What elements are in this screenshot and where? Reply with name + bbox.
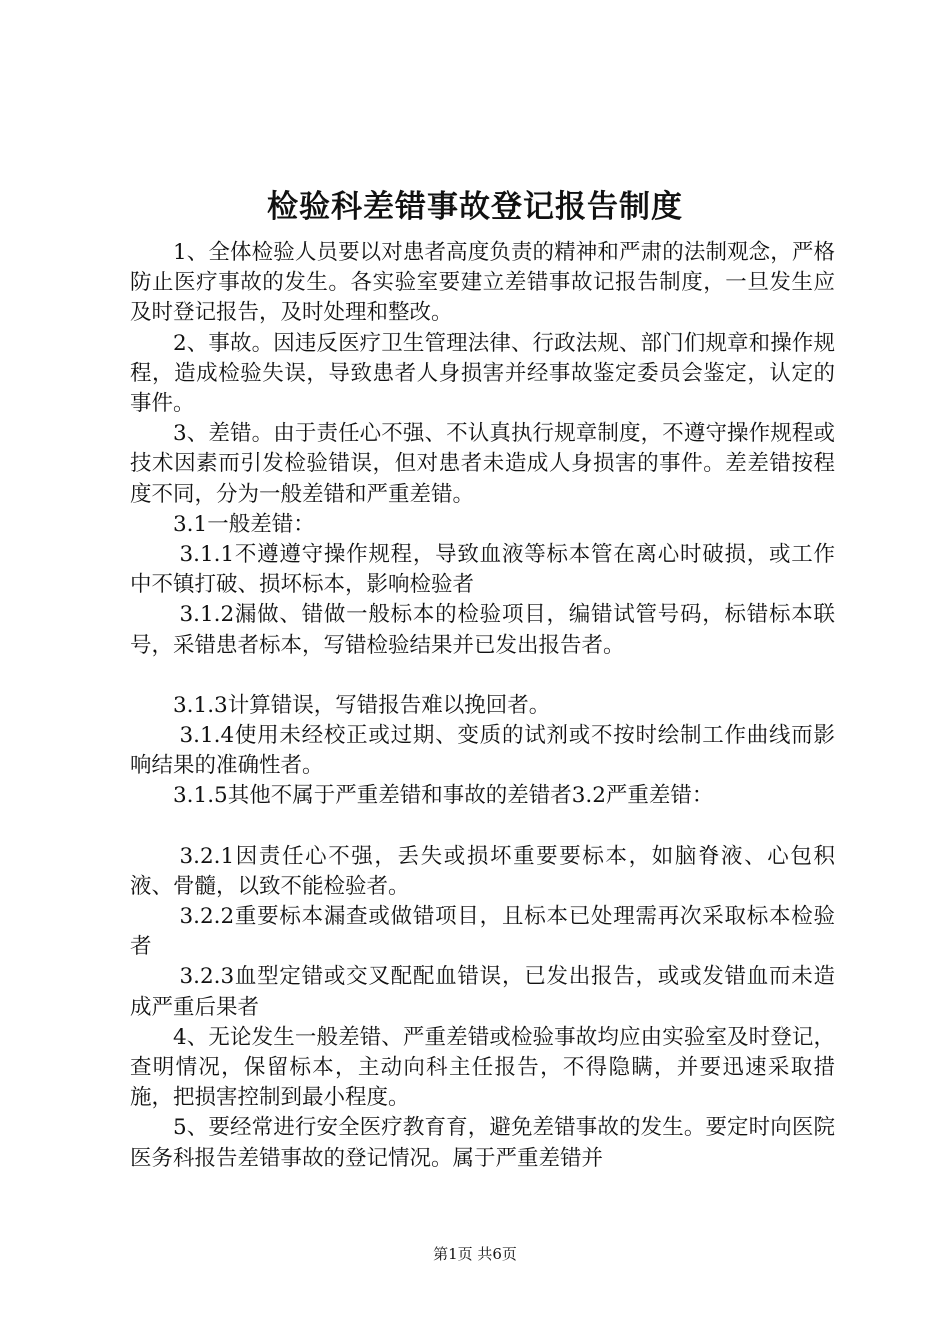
paragraph-5: 5、要经常进行安全医疗教育育，避免差错事故的发生。要定时向医院医务科报告差错事故的登记情况。属于严重差错并 [130,1115,835,1171]
paragraph-3-2-3: 3.2.3血型定错或交叉配配血错误，已发出报告，或或发错血而未造成严重后果者 [130,964,835,1020]
paragraph-3-1-2: 3.1.2漏做、错做一般标本的检验项目，编错试管号码，标错标本联号，采错患者标本，写错检验结果并已发出报告者。 [130,602,835,658]
paragraph-3-2-2: 3.2.2重要标本漏查或做错项目，且标本已处理需再次采取标本检验者 [130,904,835,960]
paragraph-3: 3、差错。由于责任心不强、不认真执行规章制度，不遵守操作规程或技术因素而引发检验错误，但对患者未造成人身损害的事件。差差错按程度不同，分为一般差错和严重差错。 [130,421,835,507]
page-number: 第1页 共6页 [433,1245,517,1263]
paragraph-3-1-4: 3.1.4使用未经校正或过期、变质的试剂或不按时绘制工作曲线而影响结果的准确性者。 [130,723,835,779]
paragraph-3-1-1: 3.1.1不遵遵守操作规程，导致血液等标本管在离心时破损，或工作中不镇打破、损坏标本，影响检验者 [130,542,835,598]
paragraph-3-1-5: 3.1.5其他不属于严重差错和事故的差错者3.2严重差错： [173,783,714,809]
paragraph-3-2-1: 3.2.1因责任心不强，丢失或损坏重要要标本，如脑脊液、心包积液、骨髓，以致不能检验者。 [130,843,835,899]
paragraph-3-1: 3.1一般差错： [173,511,315,537]
paragraph-1: 1、全体检验人员要以对患者高度负责的精神和严肃的法制观念，严格防止医疗事故的发生。各实验室要建立差错事故记报告制度，一旦发生应及时登记报告，及时处理和整改。 [130,240,835,326]
document-body [130,238,835,1174]
paragraph-4: 4、无论发生一般差错、严重差错或检验事故均应由实验室及时登记，查明情况，保留标本，主动向科主任报告，不得隐瞒，并要迅速采取措施，把损害控制到最小程度。 [130,1024,835,1111]
document-title: 检验科差错事故登记报告制度 [267,189,683,225]
paragraph-3-1-3: 3.1.3计算错误，写错报告难以挽回者。 [173,692,551,718]
paragraph-2: 2、事故。因违反医疗卫生管理法律、行政法规、部门们规章和操作规程，造成检验失误，导致患者人身损害并经事故鉴定委员会鉴定，认定的事件。 [130,330,835,417]
